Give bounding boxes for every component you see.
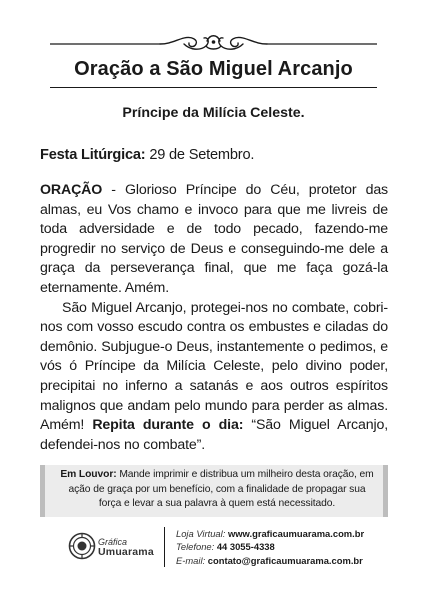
email-line	[176, 554, 396, 567]
praise-box	[40, 465, 388, 517]
prayer-body	[40, 181, 388, 455]
page-title: Oração a São Miguel Arcanjo	[74, 58, 353, 80]
repeat-text: “São Miguel Arcanjo, defendei-nos no combate”.	[40, 417, 388, 453]
logo-text-bottom: Umuarama	[98, 546, 154, 558]
prayer-paragraph-1	[40, 181, 388, 299]
logo-text-top: Gráfica	[98, 537, 128, 547]
top-ornament-icon	[0, 28, 427, 60]
phone-number: 44 3055-4338	[216, 541, 275, 553]
prayer-text-1: - Glorioso Príncipe do Céu, protetor das almas, eu Vos chamo e invoco para que me livreis de toda adversidade e de todo pecado, fazendo-me progredir no serviço de Deus e conseguindo-me dele a graça da perseverança final, que me faça gozá-la eternamente. Amém.	[40, 182, 388, 296]
phone-label: Telefone:	[176, 541, 217, 553]
email-link[interactable]: contato@graficaumuarama.com.br	[207, 554, 363, 566]
praise-right-bar	[383, 465, 388, 517]
logo-emblem-icon	[68, 532, 96, 560]
phone-line	[176, 540, 396, 553]
repeat-label: Repita durante o dia:	[92, 417, 244, 434]
praise-label: Em Louvor:	[60, 469, 117, 480]
feast-date: 29 de Setembro.	[145, 147, 255, 163]
title-underline	[50, 87, 377, 88]
feast-label: Festa Litúrgica:	[40, 147, 146, 163]
prayer-text-2: São Miguel Arcanjo, protegei-nos no combate, cobri-nos com vosso escudo contra os embustes e ciladas do demônio. Subjugue-o Deus, instantemente o pedimos, e vós ó Príncipe da Milícia Celeste, pelo divino poder, precipitai no inferno a satanás e aos outros espíritos malignos que andam pelo mundo para perder as almas. Amém!	[40, 299, 388, 434]
page-subtitle: Príncipe da Milícia Celeste.	[122, 105, 305, 121]
prayer-lead: ORAÇÃO	[40, 182, 103, 198]
liturgical-feast	[40, 146, 390, 164]
print-shop-logo	[68, 527, 158, 567]
praise-body: Mande imprimir e distribua um milheiro desta oração, em ação de graça por um benefício, com a finalidade de propagar sua força e levar a sua palavra à quem está necessitado.	[68, 469, 374, 510]
email-label: E-mail:	[176, 554, 208, 566]
store-line	[176, 527, 396, 540]
praise-text	[60, 468, 374, 512]
praise-left-bar	[40, 465, 45, 517]
prayer-paragraph-2	[40, 299, 388, 456]
contact-info	[176, 527, 396, 567]
footer-divider	[164, 527, 165, 567]
store-label: Loja Virtual:	[176, 528, 228, 539]
store-url-link[interactable]: www.graficaumuarama.com.br	[227, 528, 365, 539]
title-block	[50, 57, 377, 81]
